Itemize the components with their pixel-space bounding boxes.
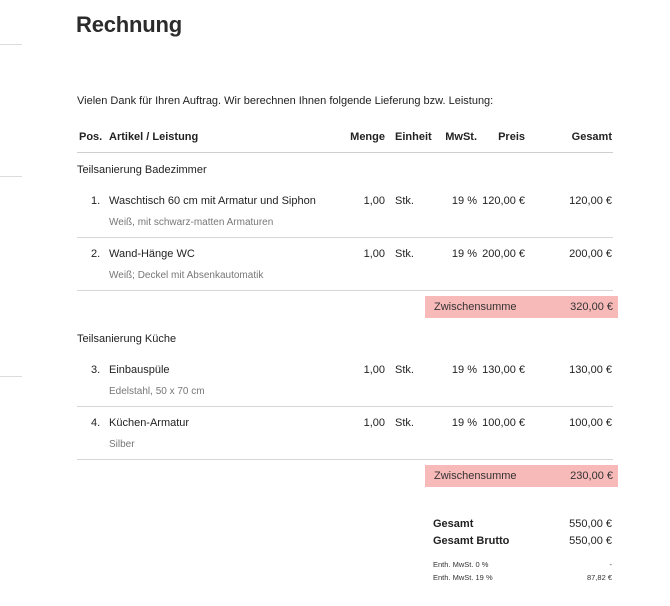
table-header bbox=[77, 130, 613, 153]
item-pos: 4. bbox=[91, 417, 101, 429]
item-total: 130,00 € bbox=[569, 364, 612, 376]
item-vat: 19 % bbox=[451, 195, 477, 207]
item-total: 200,00 € bbox=[569, 248, 612, 260]
total-label: Gesamt bbox=[433, 518, 474, 530]
total-row bbox=[433, 518, 612, 530]
item-name: Waschtisch 60 cm mit Armatur und Siphon bbox=[109, 195, 316, 207]
vat-0-value: - bbox=[609, 560, 612, 569]
left-divider bbox=[0, 176, 22, 177]
section-title: Teilsanierung Badezimmer bbox=[77, 164, 207, 176]
item-unit: Stk. bbox=[395, 195, 414, 207]
page-title: Rechnung bbox=[76, 12, 182, 37]
item-price: 200,00 € bbox=[482, 248, 525, 260]
item-price: 130,00 € bbox=[482, 364, 525, 376]
item-desc: Weiß, mit schwarz-matten Armaturen bbox=[109, 217, 274, 228]
item-vat: 19 % bbox=[451, 417, 477, 429]
left-divider bbox=[0, 376, 22, 377]
item-price: 120,00 € bbox=[482, 195, 525, 207]
item-unit: Stk. bbox=[395, 248, 414, 260]
col-price: Preis bbox=[498, 131, 525, 143]
item-qty: 1,00 bbox=[363, 417, 385, 429]
item-pos: 3. bbox=[91, 364, 101, 376]
item-total: 100,00 € bbox=[569, 417, 612, 429]
col-pos: Pos. bbox=[79, 131, 103, 143]
item-desc: Weiß; Deckel mit Absenkautomatik bbox=[109, 270, 264, 281]
item-pos: 2. bbox=[91, 248, 101, 260]
gross-total-row bbox=[433, 535, 612, 547]
item-vat: 19 % bbox=[451, 364, 477, 376]
table-row bbox=[77, 406, 613, 460]
item-vat: 19 % bbox=[451, 248, 477, 260]
item-desc: Edelstahl, 50 x 70 cm bbox=[109, 386, 205, 397]
subtotal-value: 320,00 € bbox=[570, 301, 613, 313]
vat-0-row bbox=[433, 560, 612, 569]
subtotal-label: Zwischensumme bbox=[434, 301, 517, 313]
subtotal-label: Zwischensumme bbox=[434, 470, 517, 482]
item-name: Einbauspüle bbox=[109, 364, 170, 376]
section-title: Teilsanierung Küche bbox=[77, 333, 177, 345]
vat-19-label: Enth. MwSt. 19 % bbox=[433, 573, 493, 582]
table-row bbox=[77, 353, 613, 407]
total-value: 550,00 € bbox=[569, 518, 612, 530]
left-divider bbox=[0, 44, 22, 45]
item-qty: 1,00 bbox=[363, 248, 385, 260]
gross-total-label: Gesamt Brutto bbox=[433, 535, 510, 547]
subtotal-value: 230,00 € bbox=[570, 470, 613, 482]
item-name: Küchen-Armatur bbox=[109, 417, 190, 429]
item-total: 120,00 € bbox=[569, 195, 612, 207]
item-desc: Silber bbox=[109, 439, 135, 450]
intro-text: Vielen Dank für Ihren Auftrag. Wir berechnen Ihnen folgende Lieferung bzw. Leistung: bbox=[77, 95, 494, 107]
vat-19-value: 87,82 € bbox=[586, 573, 612, 582]
item-pos: 1. bbox=[91, 195, 101, 207]
table-row bbox=[77, 237, 613, 291]
col-total: Gesamt bbox=[571, 131, 612, 143]
vat-0-label: Enth. MwSt. 0 % bbox=[433, 560, 489, 569]
item-qty: 1,00 bbox=[363, 195, 385, 207]
subtotal-bar bbox=[425, 465, 618, 487]
col-qty: Menge bbox=[350, 131, 385, 143]
table-row bbox=[77, 184, 613, 238]
gross-total-value: 550,00 € bbox=[569, 535, 612, 547]
item-name: Wand-Hänge WC bbox=[109, 248, 195, 260]
vat-19-row bbox=[433, 573, 612, 582]
item-unit: Stk. bbox=[395, 364, 414, 376]
col-vat: MwSt. bbox=[445, 131, 477, 143]
item-qty: 1,00 bbox=[363, 364, 385, 376]
col-item: Artikel / Leistung bbox=[109, 131, 199, 143]
item-price: 100,00 € bbox=[482, 417, 525, 429]
subtotal-bar bbox=[425, 296, 618, 318]
item-unit: Stk. bbox=[395, 417, 414, 429]
col-unit: Einheit bbox=[395, 131, 432, 143]
